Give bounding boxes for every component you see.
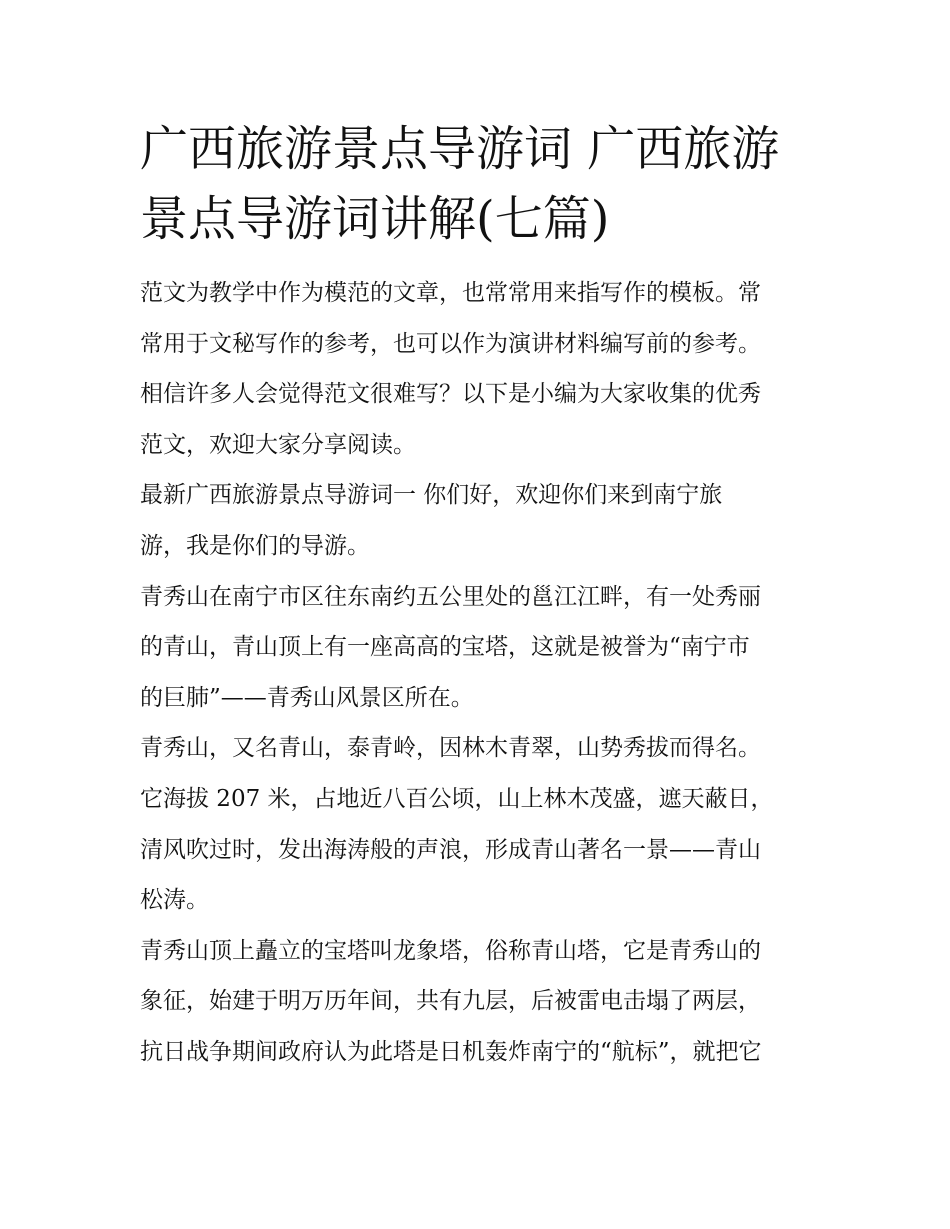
document-body xyxy=(140,268,812,1078)
body-line: 青秀山顶上矗立的宝塔叫龙象塔，俗称青山塔，它是青秀山的 xyxy=(140,937,761,964)
body-line: 象征，始建于明万历年间，共有九层，后被雷电击塌了两层， xyxy=(140,988,761,1015)
title-line: 景点导游词讲解(七篇) xyxy=(140,191,610,247)
body-line: 它海拔 207 米，占地近八百公顷，山上林木茂盛，遮天蔽日， xyxy=(140,785,774,812)
body-line: 最新广西旅游景点导游词一 你们好，欢迎你们来到南宁旅 xyxy=(140,482,723,509)
body-line: 的巨肺”——青秀山风景区所在。 xyxy=(140,684,474,711)
document-title xyxy=(140,0,812,254)
body-line: 游，我是你们的导游。 xyxy=(140,532,370,559)
body-line: 清风吹过时，发出海涛般的声浪，形成青山著名一景——青山 xyxy=(140,836,761,863)
body-line: 青秀山在南宁市区往东南约五公里处的邕江江畔，有一处秀丽 xyxy=(140,583,761,610)
body-line: 抗日战争期间政府认为此塔是日机轰炸南宁的“航标”，就把它 xyxy=(140,1038,762,1065)
title-line: 广西旅游景点导游词 广西旅游 xyxy=(140,121,780,177)
body-line: 松涛。 xyxy=(140,887,209,914)
body-line: 的青山，青山顶上有一座高高的宝塔，这就是被誉为“南宁市 xyxy=(140,634,750,661)
body-line: 范文，欢迎大家分享阅读。 xyxy=(140,431,416,458)
document-page xyxy=(140,0,812,1078)
body-line: 青秀山，又名青山，泰青岭，因林木青翠，山势秀拔而得名。 xyxy=(140,735,761,762)
body-line: 范文为教学中作为模范的文章，也常常用来指写作的模板。常 xyxy=(140,280,761,306)
body-line: 常用于文秘写作的参考，也可以作为演讲材料编写前的参考。 xyxy=(140,330,761,357)
body-line: 相信许多人会觉得范文很难写？以下是小编为大家收集的优秀 xyxy=(140,381,761,408)
